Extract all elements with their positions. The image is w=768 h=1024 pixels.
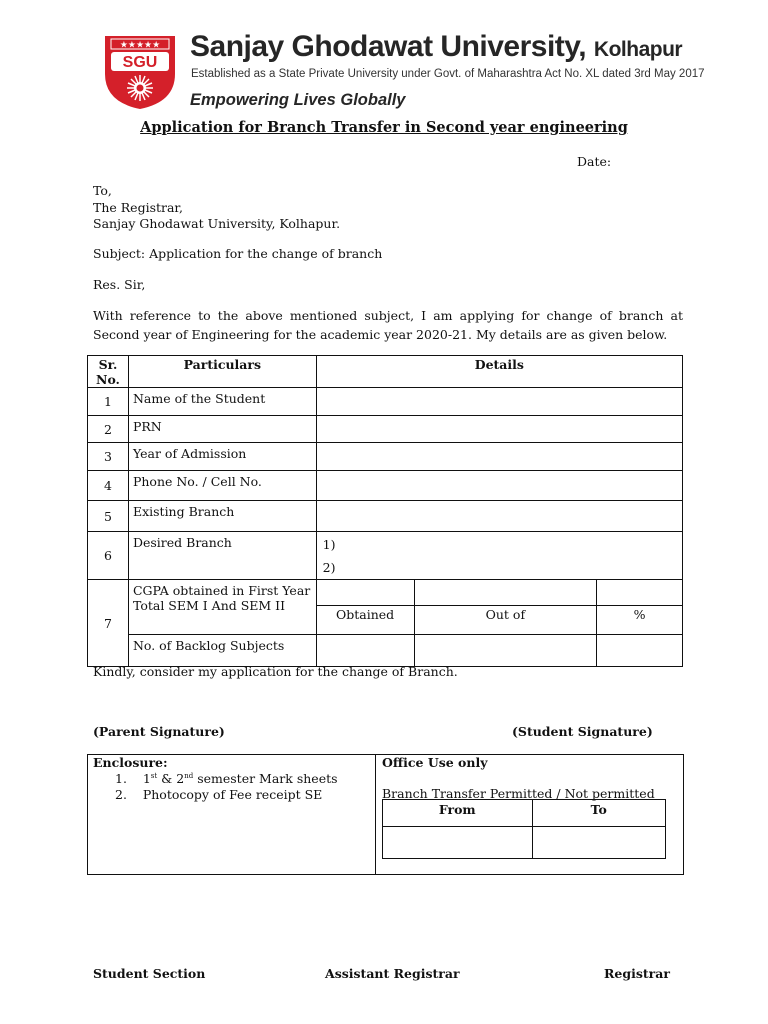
row-particular: Desired Branch bbox=[128, 532, 316, 580]
cgpa-out-of-field[interactable] bbox=[414, 580, 597, 606]
to-field[interactable] bbox=[532, 827, 666, 859]
table-row bbox=[88, 501, 683, 532]
cgpa-percent-field[interactable] bbox=[597, 580, 683, 606]
to-header: To bbox=[532, 800, 666, 827]
table-row bbox=[88, 388, 683, 416]
existing-branch-field[interactable] bbox=[316, 501, 682, 532]
table-row bbox=[88, 471, 683, 501]
establishment-note: Established as a State Private University under Govt. of Maharashtra Act No. XL dated 3rd May 2017 bbox=[191, 68, 705, 80]
table-row bbox=[88, 635, 683, 667]
row-sr: 1 bbox=[88, 388, 129, 416]
row-sr: 4 bbox=[88, 471, 129, 501]
backlog-field-3[interactable] bbox=[597, 635, 683, 667]
table-header-row bbox=[88, 356, 683, 388]
backlog-label: No. of Backlog Subjects bbox=[128, 635, 316, 667]
cgpa-obtained-field[interactable] bbox=[316, 580, 414, 606]
svg-text:★★★★★: ★★★★★ bbox=[119, 40, 161, 51]
transfer-status: Branch Transfer Permitted / Not permitted bbox=[382, 786, 655, 801]
assistant-registrar-label: Assistant Registrar bbox=[325, 966, 460, 981]
office-use-title: Office Use only bbox=[382, 755, 488, 770]
header-particulars: Particulars bbox=[128, 356, 316, 388]
date-label: Date: bbox=[577, 154, 612, 169]
percent-label: % bbox=[597, 606, 683, 635]
table-row bbox=[88, 580, 683, 606]
parent-signature-label: (Parent Signature) bbox=[93, 724, 225, 739]
backlog-field-1[interactable] bbox=[316, 635, 414, 667]
row-particular: Existing Branch bbox=[128, 501, 316, 532]
name-field[interactable] bbox=[316, 388, 682, 416]
phone-field[interactable] bbox=[316, 471, 682, 501]
from-header: From bbox=[383, 800, 533, 827]
header-details: Details bbox=[316, 356, 682, 388]
address-to: To, bbox=[93, 183, 112, 198]
form-title: Application for Branch Transfer in Second year engineering bbox=[140, 119, 628, 136]
student-section-label: Student Section bbox=[93, 966, 206, 981]
body-paragraph: With reference to the above mentioned subject, I am applying for change of branch at Second year of Engineering for the academic year 2020-21. My details are as given below. bbox=[93, 308, 683, 342]
row-sr: 6 bbox=[88, 532, 129, 580]
prn-field[interactable] bbox=[316, 416, 682, 443]
row-particular: Year of Admission bbox=[128, 443, 316, 471]
closing-line: Kindly, consider my application for the change of Branch. bbox=[93, 664, 458, 679]
row-particular: PRN bbox=[128, 416, 316, 443]
row-particular: CGPA obtained in First Year Total SEM I And SEM II bbox=[128, 580, 316, 635]
row-sr: 7 bbox=[88, 580, 129, 667]
row-particular: Phone No. / Cell No. bbox=[128, 471, 316, 501]
university-name: Sanjay Ghodawat University, Kolhapur bbox=[190, 30, 683, 63]
address-line-1: The Registrar, bbox=[93, 200, 184, 215]
university-logo bbox=[102, 34, 178, 110]
salutation: Res. Sir, bbox=[93, 277, 146, 292]
row-sr: 5 bbox=[88, 501, 129, 532]
header-sr-no: Sr. No. bbox=[88, 356, 129, 388]
row-particular: Name of the Student bbox=[128, 388, 316, 416]
enclosure-title: Enclosure: bbox=[93, 755, 168, 770]
out-of-label: Out of bbox=[414, 606, 597, 635]
university-city: Kolhapur bbox=[593, 38, 683, 61]
subject-line: Subject: Application for the change of branch bbox=[93, 246, 383, 261]
table-row bbox=[88, 443, 683, 471]
table-row bbox=[88, 416, 683, 443]
backlog-field-2[interactable] bbox=[414, 635, 597, 667]
table-row bbox=[88, 532, 683, 580]
enclosure-item-1: 1. 1st & 2nd semester Mark sheets bbox=[115, 771, 338, 786]
from-field[interactable] bbox=[383, 827, 533, 859]
svg-text:SGU: SGU bbox=[122, 54, 158, 71]
address-line-2: Sanjay Ghodawat University, Kolhapur. bbox=[93, 216, 341, 231]
details-table bbox=[87, 355, 683, 667]
tagline: Empowering Lives Globally bbox=[190, 91, 406, 109]
enclosure-item-2: 2. Photocopy of Fee receipt SE bbox=[115, 787, 323, 802]
box-divider bbox=[375, 754, 376, 874]
desired-branch-field[interactable]: 1) 2) bbox=[316, 532, 682, 580]
registrar-label: Registrar bbox=[604, 966, 670, 981]
student-signature-label: (Student Signature) bbox=[512, 724, 653, 739]
office-table bbox=[382, 799, 666, 859]
row-sr: 3 bbox=[88, 443, 129, 471]
admission-year-field[interactable] bbox=[316, 443, 682, 471]
row-sr: 2 bbox=[88, 416, 129, 443]
obtained-label: Obtained bbox=[316, 606, 414, 635]
